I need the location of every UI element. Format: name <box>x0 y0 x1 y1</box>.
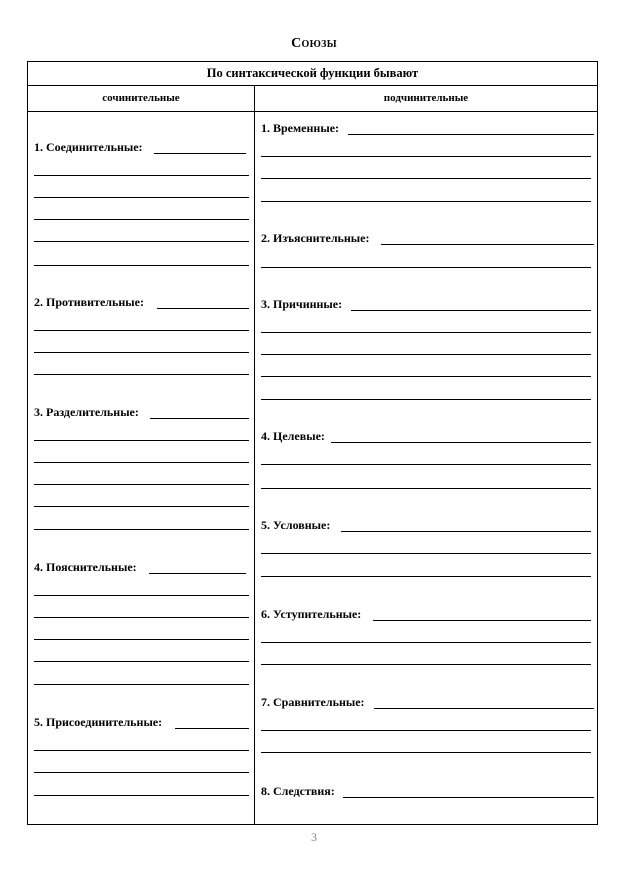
category-label: 5. Присоединительные: <box>34 715 163 729</box>
answer-line[interactable] <box>34 374 249 375</box>
answer-line[interactable] <box>261 576 591 577</box>
answer-line[interactable] <box>261 178 591 179</box>
answer-line[interactable] <box>381 244 594 245</box>
answer-line[interactable] <box>149 573 246 574</box>
answer-line[interactable] <box>261 354 591 355</box>
column-header-coordinating: сочинительные <box>102 92 180 104</box>
answer-line[interactable] <box>34 529 249 530</box>
answer-line[interactable] <box>261 664 591 665</box>
column-headers-row <box>28 86 597 112</box>
answer-line[interactable] <box>34 617 249 618</box>
answer-line[interactable] <box>34 265 249 266</box>
answer-line[interactable] <box>34 175 249 176</box>
answer-line[interactable] <box>261 488 591 489</box>
category-label: 7. Сравнительные: <box>261 695 365 709</box>
answer-line[interactable] <box>374 708 594 709</box>
answer-line[interactable] <box>34 772 249 773</box>
answer-line[interactable] <box>331 442 591 443</box>
answer-line[interactable] <box>261 399 591 400</box>
answer-line[interactable] <box>34 506 249 507</box>
category-label: 3. Причинные: <box>261 297 343 311</box>
answer-line[interactable] <box>351 310 591 311</box>
answer-line[interactable] <box>34 795 249 796</box>
answer-line[interactable] <box>261 267 591 268</box>
category-label: 2. Противительные: <box>34 295 144 309</box>
conjunctions-table <box>27 61 598 825</box>
category-label: 5. Условные: <box>261 518 331 532</box>
answer-line[interactable] <box>34 750 249 751</box>
answer-line[interactable] <box>341 531 591 532</box>
answer-line[interactable] <box>34 219 249 220</box>
answer-line[interactable] <box>157 308 249 309</box>
answer-line[interactable] <box>343 797 594 798</box>
answer-line[interactable] <box>34 639 249 640</box>
answer-line[interactable] <box>261 201 591 202</box>
answer-line[interactable] <box>261 332 591 333</box>
page-title: Союзы <box>291 36 337 51</box>
answer-line[interactable] <box>261 642 591 643</box>
category-label: 3. Разделительные: <box>34 405 139 419</box>
answer-line[interactable] <box>34 241 249 242</box>
answer-line[interactable] <box>34 661 249 662</box>
category-label: 1. Временные: <box>261 121 340 135</box>
answer-line[interactable] <box>34 330 249 331</box>
answer-line[interactable] <box>150 418 249 419</box>
answer-line[interactable] <box>34 197 249 198</box>
answer-line[interactable] <box>261 156 591 157</box>
column-divider <box>254 86 255 824</box>
answer-line[interactable] <box>261 464 591 465</box>
answer-line[interactable] <box>261 376 591 377</box>
answer-line[interactable] <box>34 462 249 463</box>
column-header-subordinating: подчинительные <box>383 92 469 104</box>
answer-line[interactable] <box>154 153 246 154</box>
category-label: 2. Изъяснительные: <box>261 231 370 245</box>
page-number: 3 <box>311 830 317 844</box>
answer-line[interactable] <box>34 595 249 596</box>
answer-line[interactable] <box>175 728 249 729</box>
category-label: 6. Уступительные: <box>261 607 362 621</box>
answer-line[interactable] <box>348 134 594 135</box>
answer-line[interactable] <box>34 684 249 685</box>
answer-line[interactable] <box>373 620 591 621</box>
answer-line[interactable] <box>34 440 249 441</box>
answer-line[interactable] <box>34 352 249 353</box>
category-label: 4. Пояснительные: <box>34 560 137 574</box>
answer-line[interactable] <box>261 752 591 753</box>
category-label: 1. Соединительные: <box>34 140 143 154</box>
category-label: 8. Следствия: <box>261 784 335 798</box>
answer-line[interactable] <box>261 553 591 554</box>
answer-line[interactable] <box>261 730 591 731</box>
category-label: 4. Целевые: <box>261 429 325 443</box>
table-header: По синтаксической функции бывают <box>28 62 597 86</box>
answer-line[interactable] <box>34 484 249 485</box>
